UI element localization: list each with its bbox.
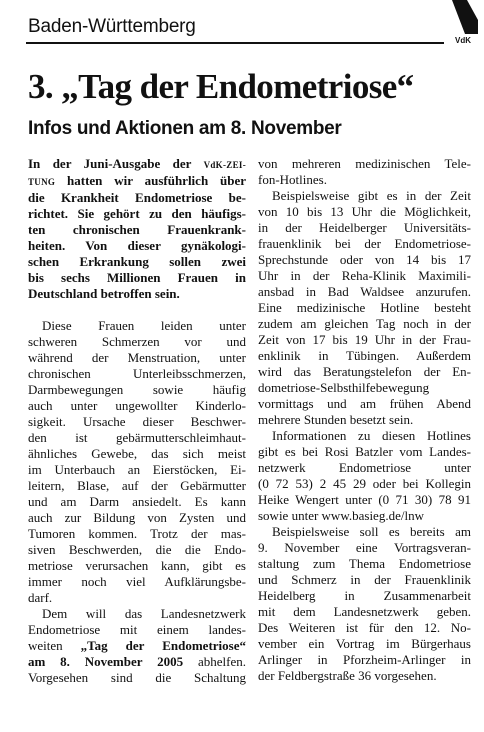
event-date: am 8. November 2005 (28, 654, 184, 669)
paragraph-gap (28, 302, 246, 318)
event-name: „Tag der Endometriose“ (80, 638, 246, 653)
body-line (28, 654, 246, 670)
body-line: Tumoren kommen. Trotz der mas- (28, 526, 246, 541)
body-line: zudem am gleichen Tag noch in der (258, 316, 471, 331)
body-line: Informationen zu diesen Hotlines (272, 428, 471, 443)
body-line: Vorgesehen sind die Schaltung (28, 670, 246, 685)
body-line: Heidelberg in Zusammenarbeit (258, 588, 471, 603)
body-line: wird das Beratungstelefon der En- (258, 364, 471, 379)
body-line: und Schmerz in der Frauenklinik (258, 572, 471, 587)
body-line: von mehreren medizinischen Tele- (258, 156, 471, 171)
body-line: auch zur Bildung von Zysten und (28, 510, 246, 525)
lead-text: hatten wir ausführlich über (55, 173, 246, 188)
body-text: weiten (28, 638, 81, 653)
body-line (28, 638, 246, 654)
body-line: ansbad in Bad Waldsee anzurufen. (258, 284, 471, 299)
region-label: Baden-Württemberg (28, 16, 196, 37)
body-line: Beispielsweise soll es bereits am (272, 524, 471, 539)
body-line: chronischen Unterleibsschmerzen, (28, 366, 246, 381)
body-line: immer noch viel Aufklärungsbe- (28, 574, 246, 589)
lead-line: heiten. Von dieser gynäkologi- (28, 238, 246, 253)
lead-line: schen Erkrankung sollen zwei (28, 254, 246, 269)
body-line: Heike Wengert unter (0 71 30) 78 91 (258, 492, 471, 507)
body-line: dometriose-Selbsthilfebewegung (258, 380, 430, 395)
body-line: Sprechstunde oder von 14 bis 17 (258, 252, 471, 267)
lead-line: Deutschland betroffen sein. (28, 286, 180, 301)
lead-line: die Krankheit Endometriose be- (28, 190, 246, 205)
body-line: staltung zum Thema Endometriose (258, 556, 471, 571)
body-line: Uhr in der Reha-Klinik Maximili- (258, 268, 471, 283)
body-line: mehrere Stunden besetzt sein. (258, 412, 414, 427)
headline: 3. „Tag der Endometriose“ (28, 67, 414, 106)
body-line: darf. (28, 590, 53, 605)
body-line: den ist gebärmutterschleimhaut- (28, 430, 246, 445)
lead-line (28, 173, 246, 190)
body-line: vember ein Vortrag im Bürgerhaus (258, 636, 471, 651)
lead-text: In der Juni-Ausgabe der (28, 156, 204, 171)
left-column (28, 156, 246, 686)
body-line: (0 72 53) 2 45 29 oder bei Kollegin (258, 476, 471, 491)
body-line: in der Heidelberger Universitäts- (258, 220, 471, 235)
body-line: vormittags und am frühen Abend (258, 396, 471, 411)
body-line: 9. November eine Vortragsveran- (258, 540, 471, 555)
publication-name: TUNG (28, 177, 56, 187)
body-line: Endometriose mit einem landes- (28, 622, 246, 637)
body-line: Zeit von 17 bis 19 Uhr in der Frau- (258, 332, 471, 347)
body-line: gibt es bei Rosi Batzler vom Landes- (258, 444, 471, 459)
lead-line (28, 156, 246, 173)
body-line: im Unterbauch an Eierstöcken, Ei- (28, 462, 246, 477)
right-column (258, 156, 471, 684)
body-line: fon-Hotlines. (258, 172, 327, 187)
body-line: der Feldbergstraße 36 vorgesehen. (258, 668, 437, 683)
lead-line: bis sechs Millionen Frauen in (28, 270, 246, 285)
body-line: Beispielsweise gibt es in der Zeit (272, 188, 471, 203)
body-line: netzwerk Endometriose unter (258, 460, 471, 475)
body-line: frauenklinik bei der Endometriose- (258, 236, 471, 251)
lead-line: richtet. Sie gehört zu den häufigs- (28, 206, 246, 221)
body-line: Darmbewegungen sowie häufig (28, 382, 246, 397)
body-line: Eine medizinische Hotline besteht (258, 300, 471, 315)
body-line: Dem will das Landesnetzwerk (42, 606, 246, 621)
body-line: siven Beschwerden, die die Endo- (28, 542, 246, 557)
body-line: mit dem Landesnetzwerk geben. (258, 604, 471, 619)
body-line: sigkeit. Ursache dieser Beschwer- (28, 414, 246, 429)
body-line: schweren Schmerzen vor und (28, 334, 246, 349)
body-line: ähnliches Gewebe, das sich meist (28, 446, 246, 461)
logo-text: VdK (455, 36, 471, 45)
body-line: Diese Frauen leiden unter (42, 318, 246, 333)
body-line: enklinik in Tübingen. Außerdem (258, 348, 471, 363)
body-line: Des Weiteren ist für den 12. No- (258, 620, 471, 635)
body-line: von 10 bis 13 Uhr die Möglichkeit, (258, 204, 471, 219)
body-line: sowie unter www.basieg.de/lnw (258, 508, 424, 523)
body-line: während der Menstruation, unter (28, 350, 246, 365)
body-line: metriose verursachen kann, gibt es (28, 558, 246, 573)
body-text: abhelfen. (183, 654, 246, 669)
header-rule (26, 42, 444, 44)
subheadline: Infos und Aktionen am 8. November (28, 118, 342, 139)
publication-name: VdK-ZEI- (203, 160, 246, 170)
lead-line: ten chronischen Frauenkrank- (28, 222, 246, 237)
body-line: Arlinger in Pforzheim-Arlinger in (258, 652, 471, 667)
body-line: und am Darm ansiedelt. Es kann (28, 494, 246, 509)
body-line: auch unter ungewollter Kinderlo- (28, 398, 246, 413)
body-line: leitern, Blase, auf der Gebärmutter (28, 478, 246, 493)
